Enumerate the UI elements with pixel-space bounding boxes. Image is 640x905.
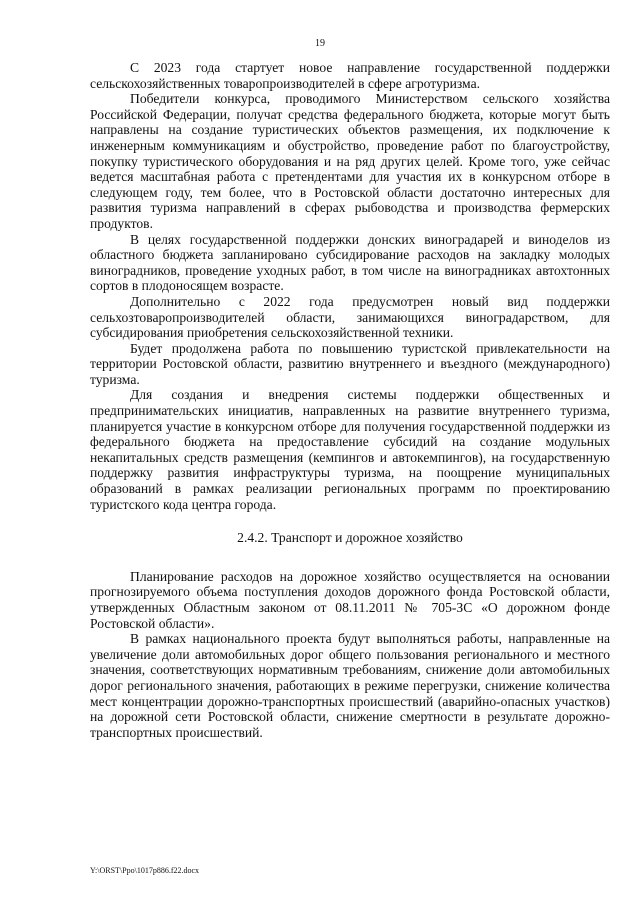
paragraph-tourism-attractiveness: Будет продолжена работа по повышению туристской привлекательности на территории Ростовской области, развитию внутреннего и въездного (международного) туризма. <box>90 340 610 387</box>
paragraph-winegrowing-machinery: Дополнительно с 2022 года предусмотрен новый вид поддержки сельхозтоваропроизводителей области, занимающихся виноградарством, для субсидирования приобретения сельскохозяйственной техники. <box>90 293 610 341</box>
paragraph-national-project: В рамках национального проекта будут выполняться работы, направленные на увеличение доли автомобильных дорог общего пользования регионального и местного значения, соответствующих нормативным требованиям, снижение доли автомобильных дорог регионального значения, работающих в режиме перегрузки, снижение количества мест концентрации дорожно-транспортных происшествий (аварийно-опасных участков) на дорожной сети Ростовской области, снижение смертности в результате дорожно-транспортных происшествий. <box>90 631 610 740</box>
page-number: 19 <box>315 38 325 49</box>
paragraph-tourism-initiatives: Для создания и внедрения системы поддержки общественных и предпринимательских инициатив, направленных на развитие внутреннего туризма, планируется участие в конкурсном отборе для получения государственной поддержки из федерального бюджета на предоставление субсидий на создание модульных некапитальных средств размещения (кемпингов и автокемпингов), на государственную поддержку развития инфраструктуры туризма, на поощрение муниципальных образований в рамках реализации региональных программ по проектированию туристского кода центра города. <box>90 387 610 512</box>
section-heading: 2.4.2. Транспорт и дорожное хозяйство <box>237 530 463 546</box>
footer-file-path: Y:\ORST\Ppo\1017p886.f22.docx <box>90 866 200 875</box>
paragraph-road-fund: Планирование расходов на дорожное хозяйство осуществляется на основании прогнозируемого объема поступления доходов дорожного фонда Ростовской области, утвержденных Областным законом от 08.11.2011 № 705-ЗС «О дорожном фонде Ростовской области». <box>90 568 610 631</box>
paragraph-vineyard-support: В целях государственной поддержки донских виноградарей и виноделов из областного бюджета запланировано субсидирование расходов на закладку молодых виноградников, проведение уходных работ, в том числе на виноградниках автохтонных сортов в плодоносящем возрасте. <box>90 231 610 294</box>
paragraph-contest-winners: Победители конкурса, проводимого Министерством сельского хозяйства Российской Федерации, получат средства федерального бюджета, которые могут быть направлены на создание туристических объектов размещения, их подключение к инженерным коммуникациям и обустройство, проведение работ по благоустройству, покупку туристического оборудования и на ряд других целей. Кроме того, уже сейчас ведется масштабная работа с претендентами для участия их в конкурсном отборе в следующем году, тем более, что в Ростовской области достаточно интересных для развития туризма направлений в сферах рыбоводства и производства фермерских продуктов. <box>90 91 610 231</box>
paragraph-agrotourism-intro: С 2023 года стартует новое направление государственной поддержки сельскохозяйственных товаропроизводителей в сфере агротуризма. <box>90 60 610 91</box>
document-body <box>90 60 610 740</box>
